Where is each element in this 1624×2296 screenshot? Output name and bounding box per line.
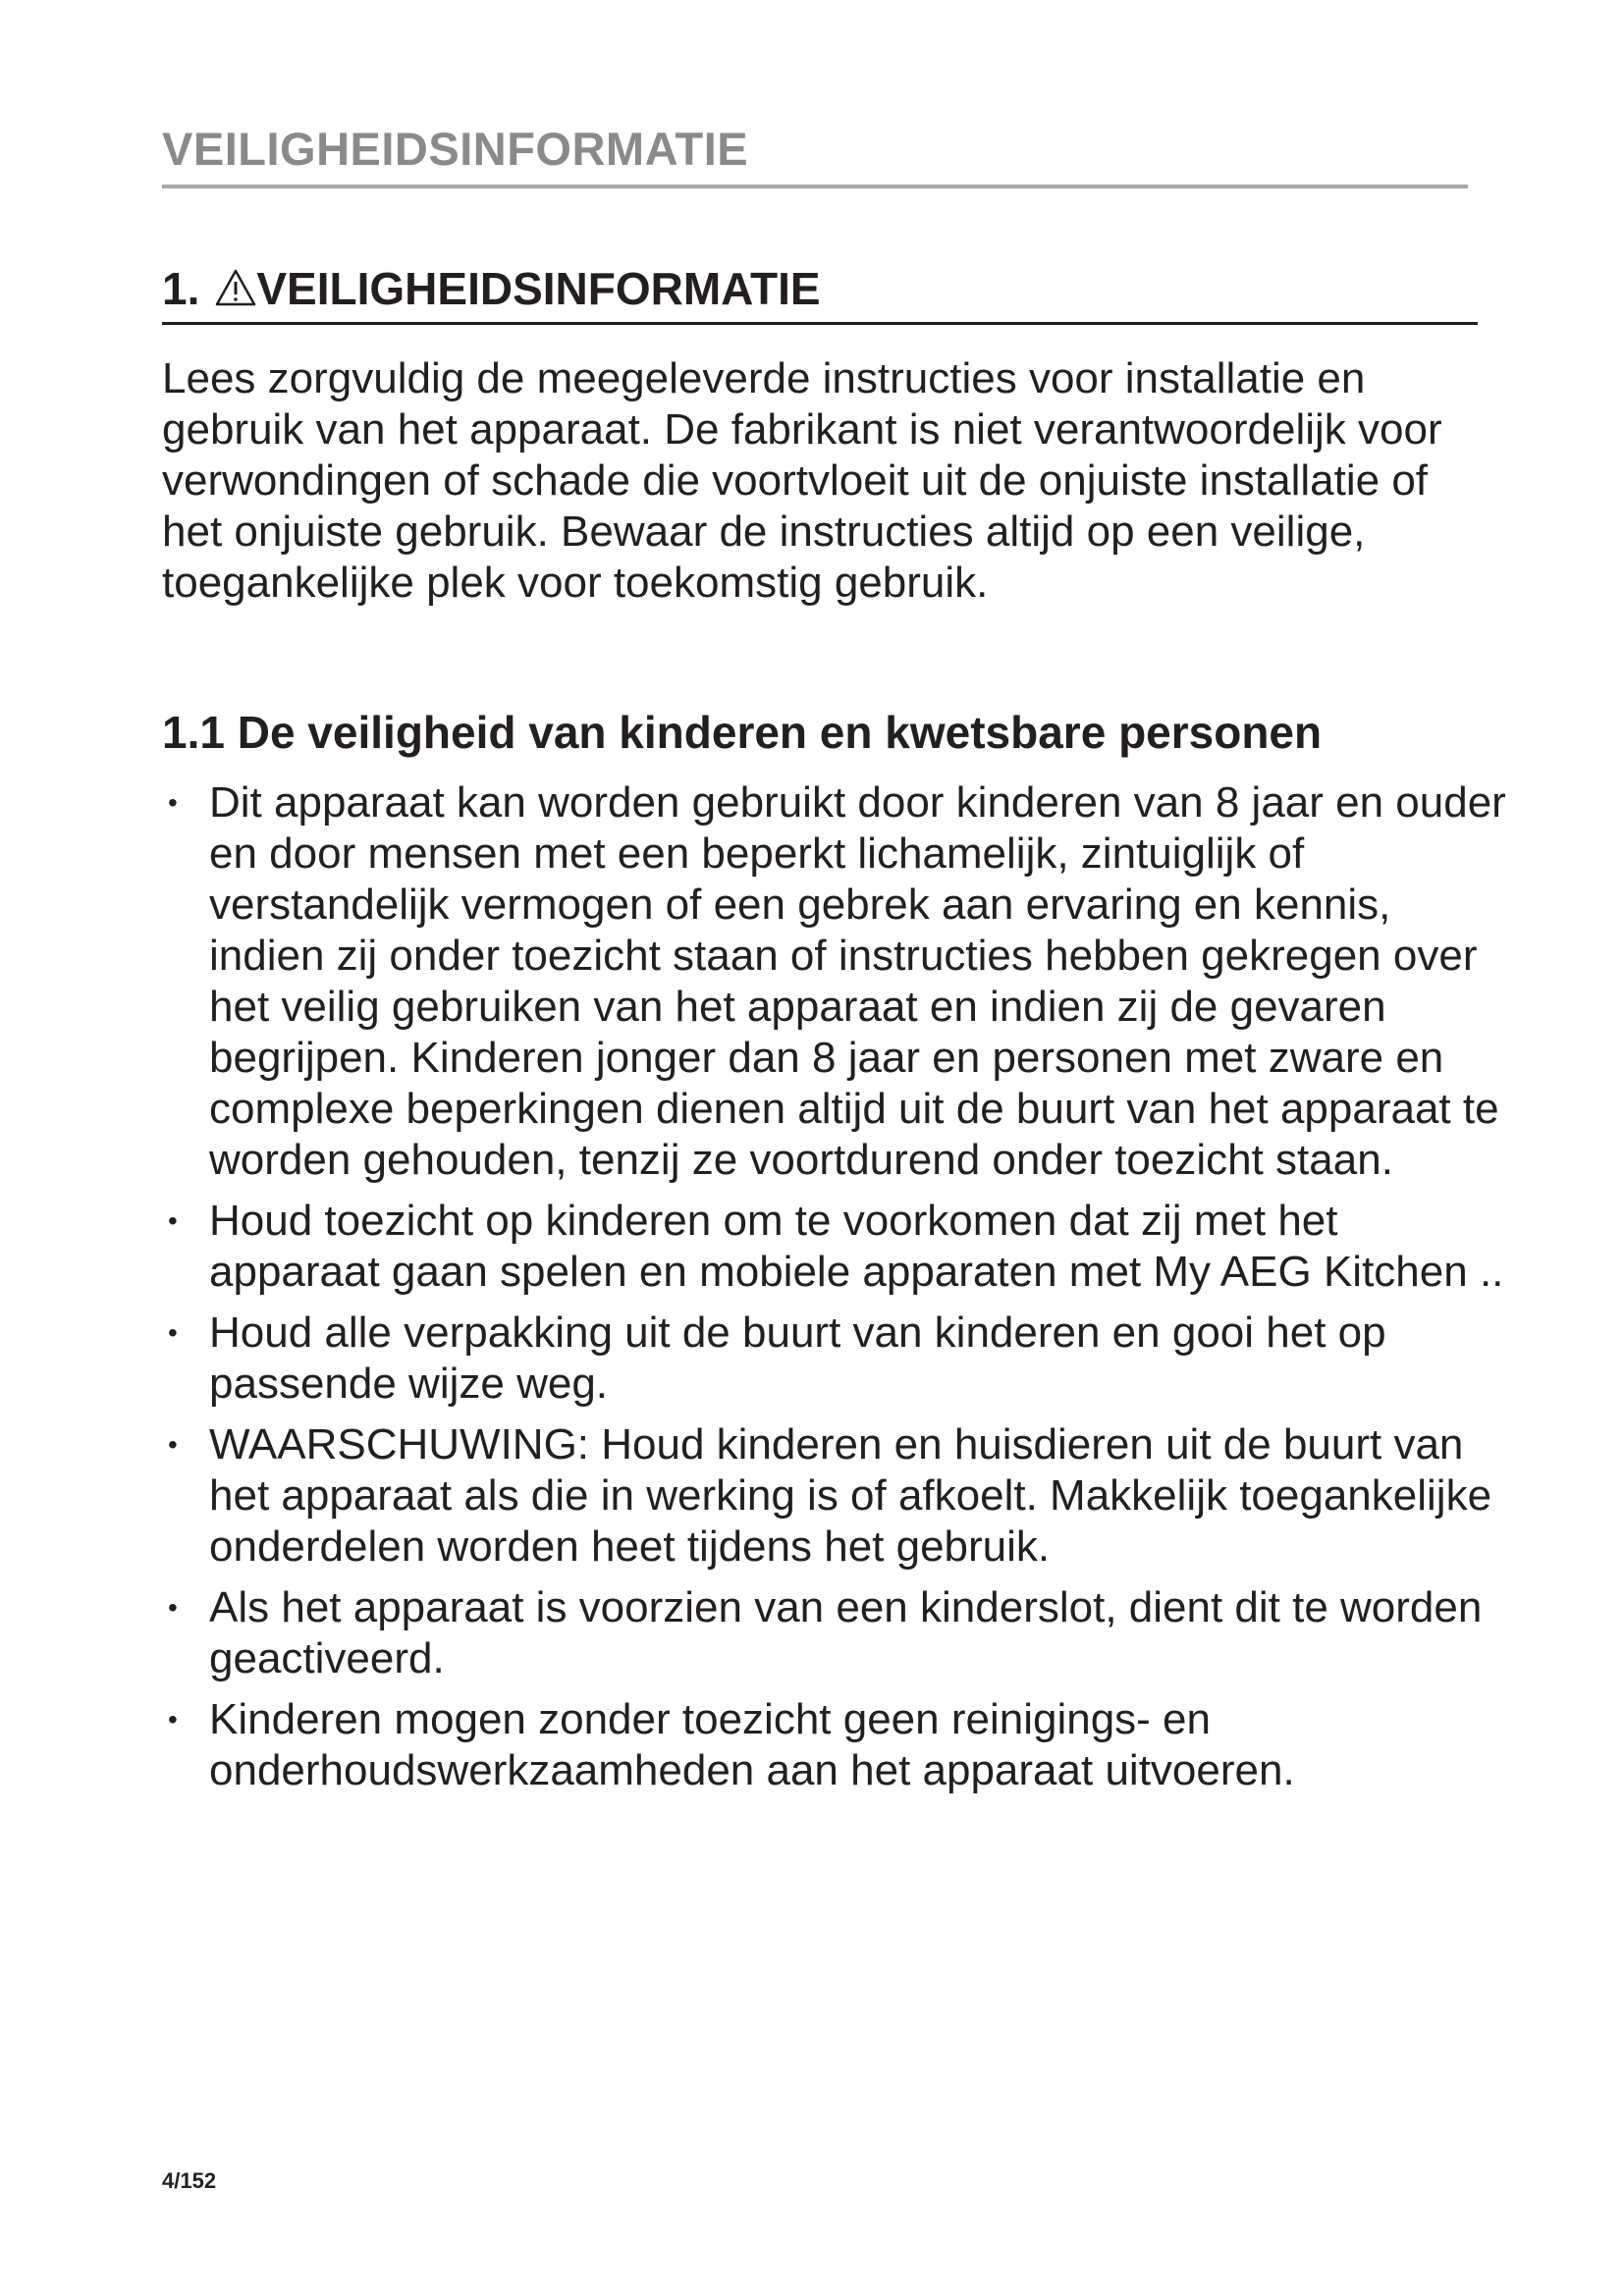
safety-list <box>162 777 1517 1806</box>
list-item <box>162 777 1517 1186</box>
list-item-text: Houd toezicht op kinderen om te voorkomen dat zij met het apparaat gaan spelen en mobiele apparaten met My AEG Kitchen .. <box>209 1197 1504 1296</box>
list-item-text: Houd alle verpakking uit de buurt van kinderen en gooi het op passende wijze weg. <box>209 1308 1386 1408</box>
running-header <box>162 122 1468 188</box>
bullet-glyph: • <box>168 1205 178 1236</box>
list-item <box>162 1694 1517 1796</box>
section-heading <box>162 261 1478 325</box>
bullet-glyph: • <box>168 1704 178 1735</box>
list-item <box>162 1308 1517 1410</box>
subsection-heading: 1.1 De veiligheid van kinderen en kwetsbare personen <box>162 707 1323 758</box>
bullet-glyph: • <box>168 1317 178 1348</box>
section-title: VEILIGHEIDSINFORMATIE <box>256 263 821 314</box>
section-number: 1. <box>162 263 200 314</box>
list-item-text: WAARSCHUWING: Houd kinderen en huisdieren uit de buurt van het apparaat als die in werking is of afkoelt. Makkelijk toegankelijke onderdelen worden heet tijdens het gebruik. <box>209 1420 1492 1571</box>
bullet-glyph: • <box>168 1429 178 1460</box>
running-header-title: VEILIGHEIDSINFORMATIE <box>162 123 749 175</box>
bullet-glyph: • <box>168 787 178 818</box>
list-item-text: Als het apparaat is voorzien van een kinderslot, dient dit te worden geactiveerd. <box>209 1583 1483 1682</box>
list-item <box>162 1196 1517 1298</box>
intro-paragraph: Lees zorgvuldig de meegeleverde instructies voor installatie en gebruik van het apparaat. De fabrikant is niet verantwoordelijk voor verwondingen of schade die voortvloeit uit de onjuiste installatie of het onjuiste gebruik. Bewaar de instructies altijd op een veilige, toegankelijke plek voor toekomstig gebruik. <box>162 354 1442 607</box>
list-item <box>162 1582 1517 1684</box>
list-item <box>162 1419 1517 1573</box>
warning-triangle-icon <box>215 269 256 306</box>
list-item-text: Kinderen mogen zonder toezicht geen reinigings- en onderhoudswerkzaamheden aan het apparaat uitvoeren. <box>209 1695 1295 1794</box>
list-item-text: Dit apparaat kan worden gebruikt door kinderen van 8 jaar en ouder en door mensen met een beperkt lichamelijk, zintuiglijk of verstandelijk vermogen of een gebrek aan ervaring en kennis, indien zij onder toezicht staan of instructies hebben gekregen over het veilig gebruiken van het apparaat en indien zij de gevaren begrijpen. Kinderen jonger dan 8 jaar en personen met zware en complexe beperkingen dienen altijd uit de buurt van het apparaat te worden gehouden, tenzij ze voortdurend onder toezicht staan. <box>209 778 1506 1184</box>
page-number: 4/152 <box>162 2168 217 2193</box>
bullet-glyph: • <box>168 1592 178 1623</box>
